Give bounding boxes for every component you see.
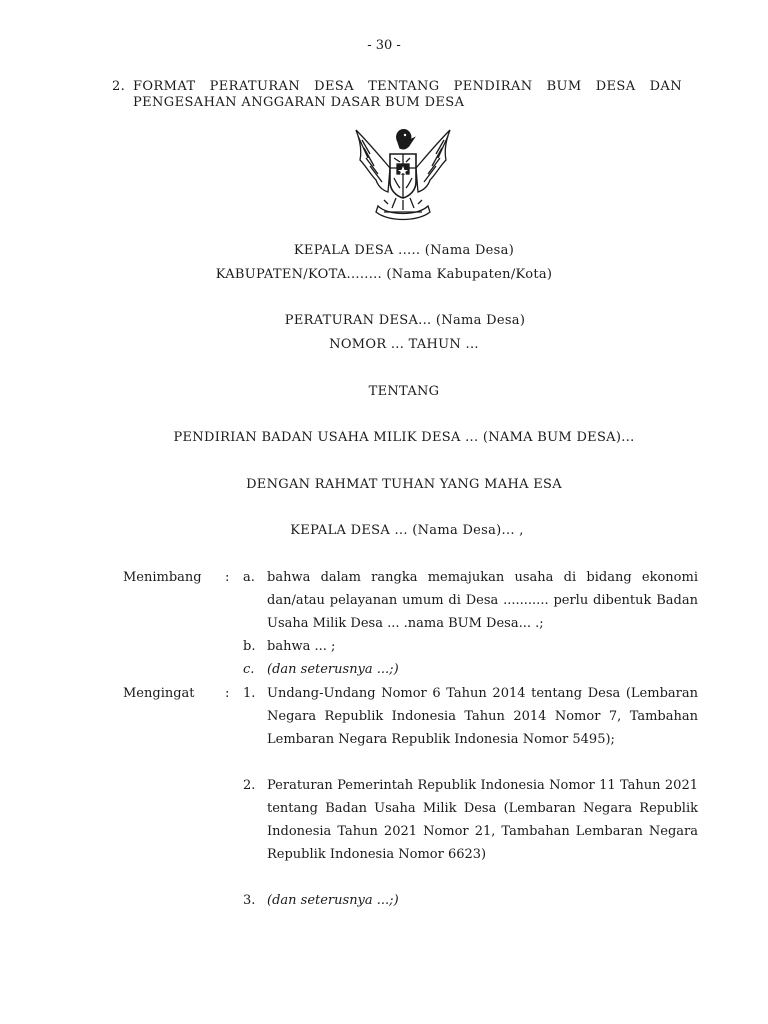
mengingat-clause	[123, 682, 263, 705]
page-number: - 30 -	[367, 38, 401, 53]
kepala-desa-preamble: KEPALA DESA ... (Nama Desa)... ,	[290, 523, 524, 538]
list-item-text: Undang-Undang Nomor 6 Tahun 2014 tentang Desa (Lembaran Negara Republik Indonesia Tahun 2014 Nomor 7, Tambahan Lembaran Negara Republik Indonesia Nomor 5495);	[267, 686, 698, 747]
peraturan-desa-title: PERATURAN DESA... (Nama Desa)	[284, 313, 526, 328]
regulation-subject: PENDIRIAN BADAN USAHA MILIK DESA ... (NAMA BUM DESA)...	[173, 430, 635, 445]
mengingat-colon: :	[225, 686, 230, 701]
list-item-text: Peraturan Pemerintah Republik Indonesia Nomor 11 Tahun 2021 tentang Badan Usaha Milik Desa (Lembaran Negara Republik Indonesia Tahun 2021 Nomor 21, Tambahan Lembaran Negara Republik Indonesia Nomor 6623)	[267, 778, 698, 862]
preamble-rahmat: DENGAN RAHMAT TUHAN YANG MAHA ESA	[246, 477, 562, 492]
list-item-text: bahwa ... ;	[267, 639, 336, 654]
tentang-label: TENTANG	[368, 384, 440, 399]
list-marker: 3.	[243, 893, 256, 908]
mengingat-item-1	[243, 682, 698, 774]
mengingat-label: Mengingat	[123, 686, 195, 701]
list-item-text: (dan seterusnya ...;)	[267, 893, 399, 908]
menimbang-item-a	[243, 566, 698, 635]
section-number: 2.	[112, 79, 126, 94]
menimbang-item-c	[243, 658, 698, 681]
list-marker: 1.	[243, 686, 256, 701]
section-heading	[112, 79, 682, 111]
menimbang-item-b	[243, 635, 698, 658]
list-marker: c.	[243, 662, 255, 677]
menimbang-label: Menimbang	[123, 570, 202, 585]
mengingat-item-3	[243, 889, 698, 912]
garuda-pancasila-emblem-icon	[348, 124, 458, 226]
list-marker: a.	[243, 570, 255, 585]
list-marker: 2.	[243, 778, 256, 793]
list-item-text: bahwa dalam rangka memajukan usaha di bidang ekonomi dan/atau pelayanan umum di Desa ........... perlu dibentuk Badan Usaha Milik Desa ... .nama BUM Desa... .;	[267, 570, 698, 631]
list-item-text: (dan seterusnya ...;)	[267, 662, 399, 677]
mengingat-item-2	[243, 774, 698, 889]
nomor-tahun-line: NOMOR ... TAHUN ...	[329, 337, 479, 352]
kabupaten-kota-heading: KABUPATEN/KOTA........ (Nama Kabupaten/Kota)	[215, 267, 553, 282]
menimbang-clause	[123, 566, 263, 589]
section-title: FORMAT PERATURAN DESA TENTANG PENDIRAN BUM DESA DAN PENGESAHAN ANGGARAN DASAR BUM DESA	[133, 79, 682, 110]
kepala-desa-heading: KEPALA DESA ..... (Nama Desa)	[293, 243, 515, 258]
menimbang-colon: :	[225, 570, 230, 585]
list-marker: b.	[243, 639, 256, 654]
